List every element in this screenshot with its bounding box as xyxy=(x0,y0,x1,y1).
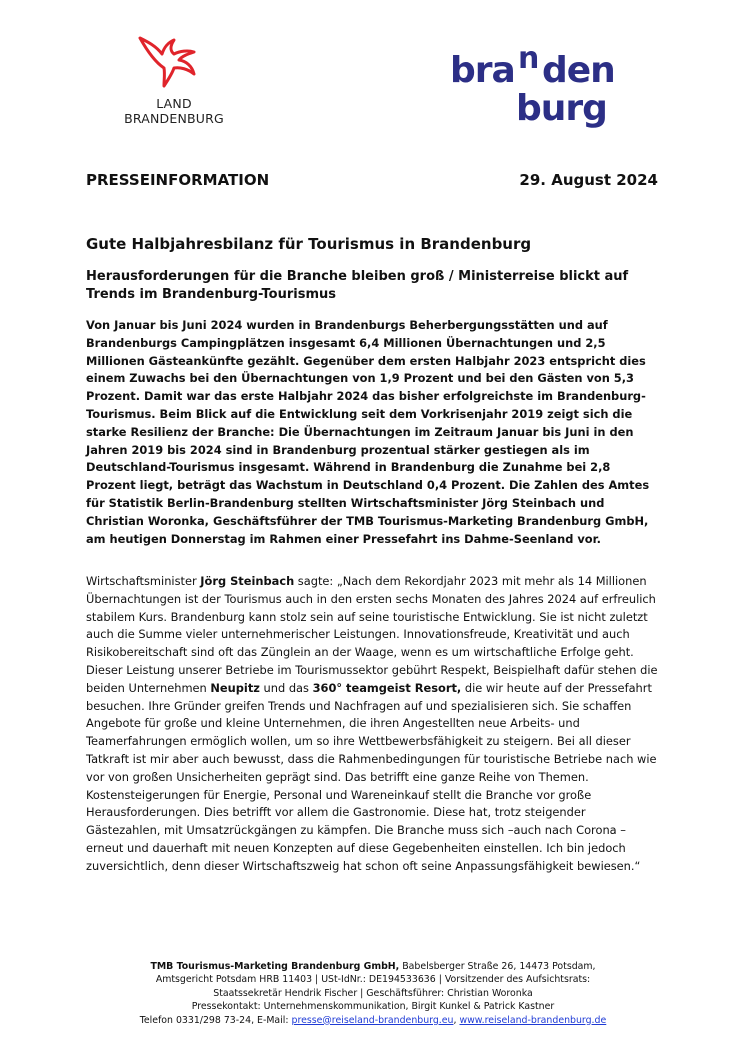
body-text-2: sagte: „Nach dem Rekordjahr 2023 mit mehr als 14 Millionen Übernachtungen ist der Tourismus auch in den ersten sechs Monaten des Jahres 2024 auf erfreulich stabilem Kurs. Brandenburg kann stolz sein auf seine touristische Entwicklung. Sie ist nicht zuletzt auch die Summe vieler unternehmerischer Leistungen. Innovationsfreude, Kreativität und auch Risikobereitschaft sind oft das Zünglein an der Waage, wenn es um wirtschaftliche Erfolge geht. Dieser Leistung unserer Betriebe im Tourismussektor gebührt Respekt, Beispielhaft dafür stehen die beiden Unternehmen xyxy=(86,574,658,695)
red-eagle-icon xyxy=(134,34,214,94)
body-text-1: Wirtschaftsminister xyxy=(86,574,201,588)
land-text-line1: LAND xyxy=(156,96,192,111)
body-paragraph xyxy=(86,573,662,876)
body-text-4: die wir heute auf der Pressefahrt besuchen. Ihre Gründer greifen Trends und Nachfragen auf und spezialisieren sich. Sie schaffen Angebote für große und kleine Unternehmen, die ihren Angestellten neue Arbeits- und Teamerfahrungen ermöglich wollen, um so ihre Wettbewerbsfähigkeit zu steigern. Bei all dieser Tatkraft ist mir aber auch bewusst, dass die Rahmenbedingungen für touristische Betriebe nach wie vor von großen Unsicherheiten geprägt sind. Das betrifft eine ganze Reihe von Themen. Kostensteigerungen für Energie, Personal und Wareneinkauf stellt die Branche vor große Herausforderungen. Dies betrifft vor allem die Gastronomie. Diese hat, trotz steigender Gästezahlen, mit Umsatzrückgängen zu kämpfen. Die Branche muss sich –auch nach Corona – erneut und dauerhaft mit neuen Konzepten auf diese Gegebenheiten einstellen. Ich bin jedoch zuversichtlich, denn dieser Wirtschaftszweig hat schon oft seine Anpassungsfähigkeit bewiesen.“ xyxy=(86,680,657,873)
company-teamgeist: 360° teamgeist Resort, xyxy=(312,680,462,695)
footer-phone: Telefon 0331/298 73-24, E-Mail: xyxy=(139,1014,292,1026)
company-neupitz: Neupitz xyxy=(210,680,260,695)
footer-website-link[interactable]: www.reiseland-brandenburg.de xyxy=(459,1014,607,1026)
land-text-line2: BRANDENBURG xyxy=(124,111,224,126)
footer-company: TMB Tourismus-Marketing Brandenburg GmbH, xyxy=(150,961,400,972)
footer-separator: , xyxy=(453,1014,460,1026)
footer-address: Babelsberger Straße 26, 14473 Potsdam, xyxy=(399,961,596,972)
footer-line-5 xyxy=(60,1014,686,1027)
headline: Gute Halbjahresbilanz für Tourismus in Brandenburg xyxy=(86,235,532,253)
land-brandenburg-logo xyxy=(112,34,242,130)
svg-text:burg: burg xyxy=(516,88,607,129)
footer-line-4: Pressekontakt: Unternehmenskommunikation, Birgit Kunkel & Patrick Kastner xyxy=(191,1001,555,1013)
press-label: PRESSEINFORMATION xyxy=(86,171,270,189)
svg-text:den: den xyxy=(542,50,615,91)
lead-paragraph: Von Januar bis Juni 2024 wurden in Brandenburgs Beherbergungsstätten und auf Brandenburgs Campingplätzen insgesamt 6,4 Millionen Übernachtungen und 2,5 Millionen Gästeankünfte gezählt. Gegenüber dem ersten Halbjahr 2023 entspricht dies einem Zuwachs bei den Übernachtungen von 1,9 Prozent und bei den Gästen von 5,3 Prozent. Damit war das erste Halbjahr 2024 das bisher erfolgreichste im Brandenburg-Tourismus. Beim Blick auf die Entwicklung seit dem Vorkrisenjahr 2019 zeigt sich die starke Resilienz der Branche: Die Übernachtungen im Zeitraum Januar bis Juni in den Jahren 2019 bis 2024 sind in Brandenburg prozentual stärker gestiegen als im Deutschland-Tourismus insgesamt. Während in Brandenburg die Zunahme bei 2,8 Prozent liegt, beträgt das Wachstum in Deutschland 0,4 Prozent. Die Zahlen des Amtes für Statistik Berlin-Brandenburg stellten Wirtschaftsminister Jörg Steinbach und Christian Woronka, Geschäftsführer der TMB Tourismus-Marketing Brandenburg GmbH, am heutigen Donnerstag im Rahmen einer Pressefahrt ins Dahme-Seenland vor. xyxy=(86,318,650,546)
footer-line-2: Amtsgericht Potsdam HRB 11403 | USt-IdNr.: DE194533636 | Vorsitzender des Aufsichtsrats: xyxy=(155,974,591,986)
brandenburg-brand-logo xyxy=(448,44,634,130)
body-text-3: und das xyxy=(259,680,313,695)
footer-line-1 xyxy=(60,960,686,973)
svg-text:bra: bra xyxy=(450,50,515,91)
footer-email-link[interactable]: presse@reiseland-brandenburg.eu xyxy=(291,1014,454,1026)
minister-name: Jörg Steinbach xyxy=(200,574,295,588)
footer-line-3: Staatssekretär Hendrik Fischer | Geschäftsführer: Christian Woronka xyxy=(213,987,533,999)
header-row xyxy=(86,170,658,190)
svg-text:n: n xyxy=(518,44,539,76)
subheadline: Herausforderungen für die Branche bleiben groß / Ministerreise blickt auf Trends im Brandenburg-Tourismus xyxy=(86,269,629,302)
footer xyxy=(60,960,686,1027)
release-date: 29. August 2024 xyxy=(519,171,658,189)
brandenburg-wordmark xyxy=(448,44,634,130)
